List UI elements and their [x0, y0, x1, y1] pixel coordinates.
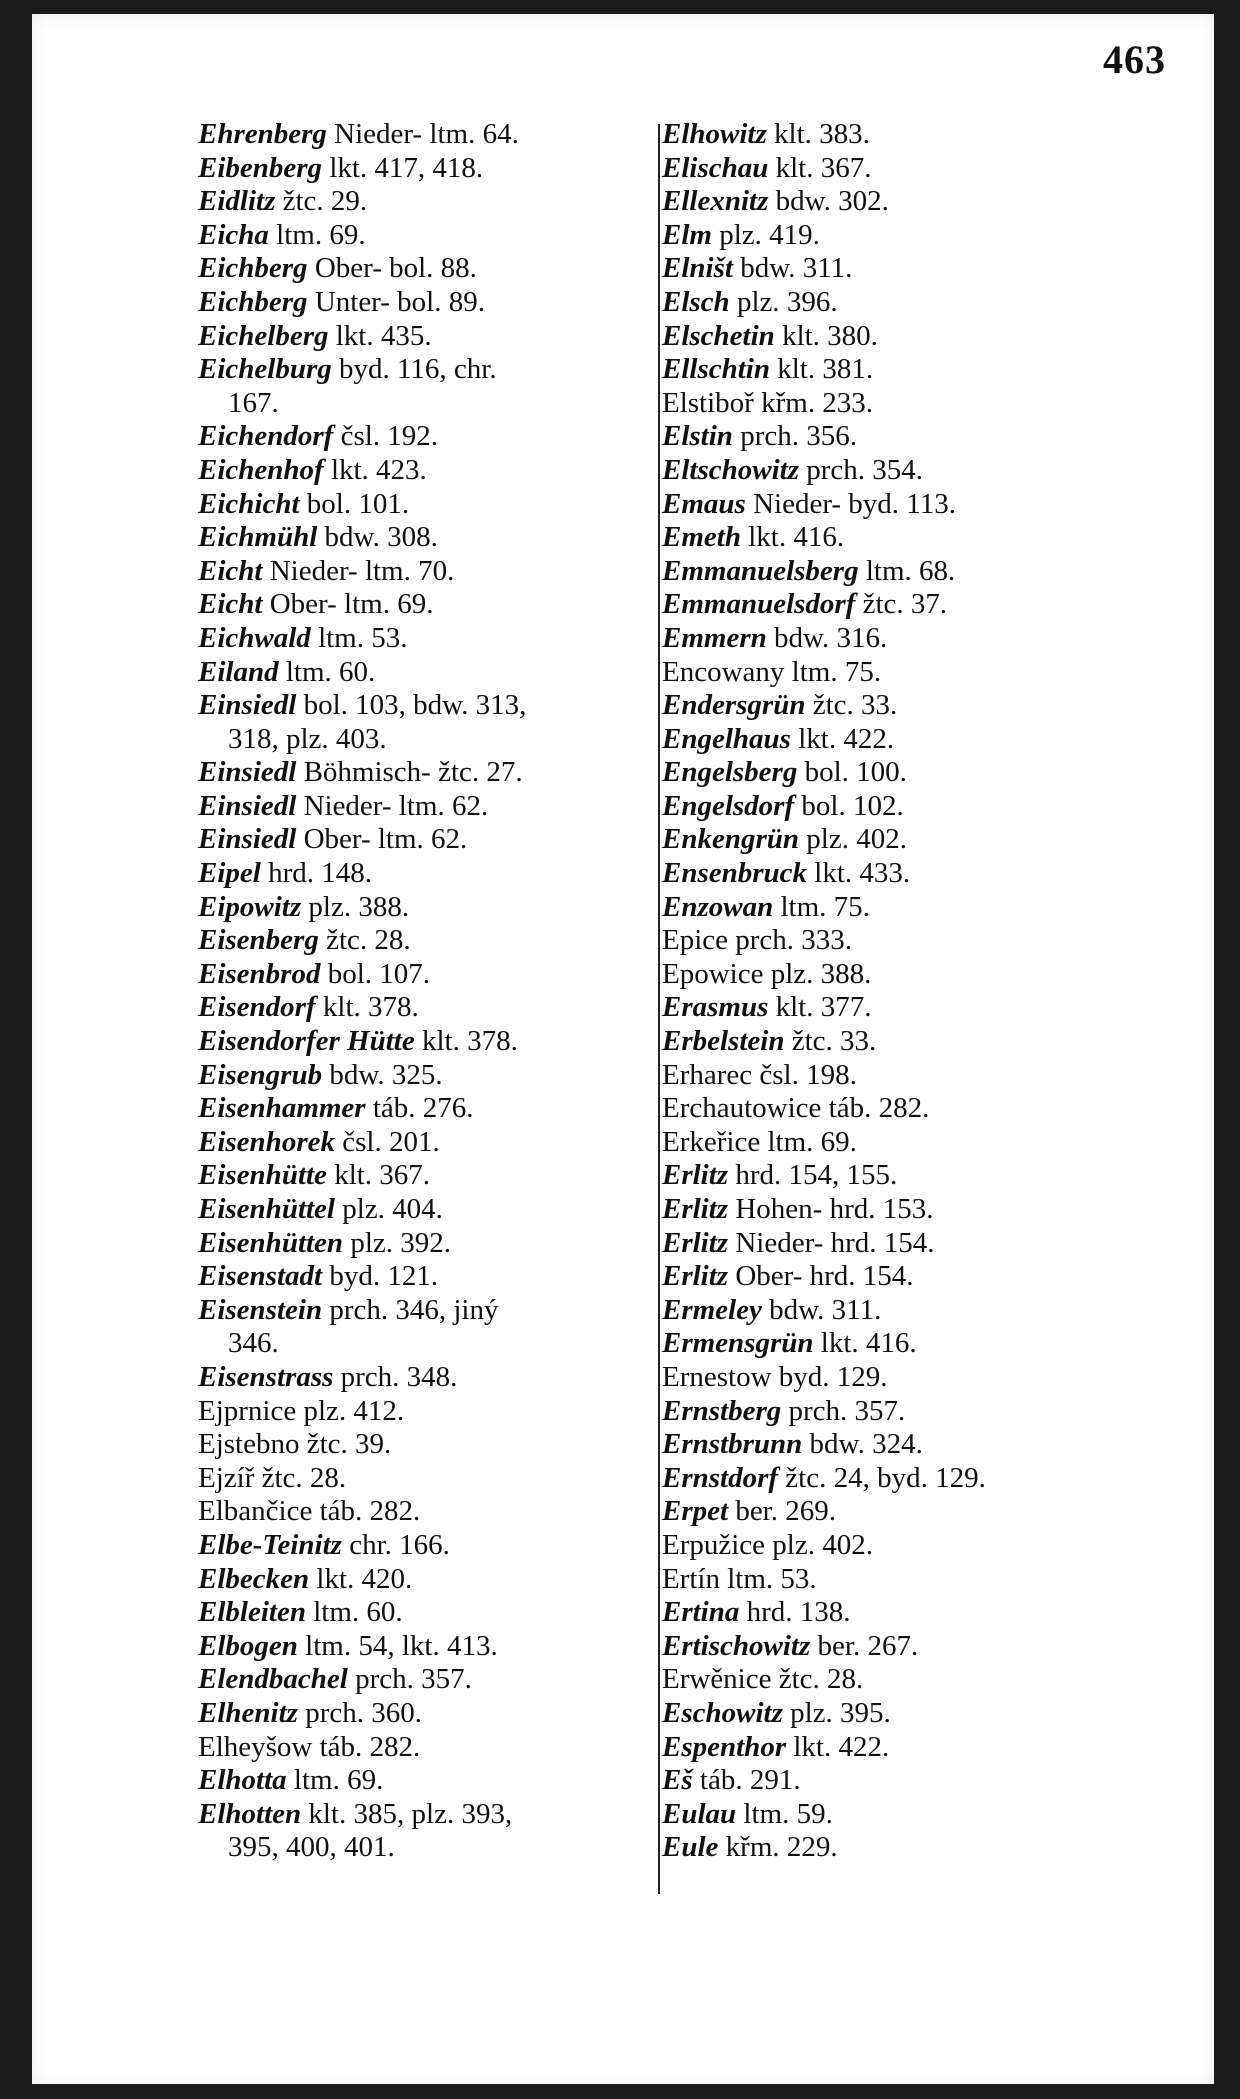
entry-reference: lkt. 422.: [790, 722, 895, 755]
entry-reference: táb. 291.: [692, 1764, 801, 1797]
place-name: Erlitz: [662, 1193, 729, 1225]
entry-reference: 395, 400, 401.: [228, 1831, 395, 1864]
entry-reference: byd. 116, chr.: [331, 353, 497, 386]
place-name: Ellexnitz: [662, 185, 769, 218]
index-entry: [198, 1159, 658, 1193]
index-entry: [662, 723, 1182, 757]
entry-reference: byd. 121.: [322, 1260, 439, 1293]
entry-reference: Hohen- hrd. 153.: [728, 1193, 934, 1225]
index-entry: [198, 521, 658, 555]
entry-reference: čsl. 192.: [333, 420, 439, 453]
index-entry: [198, 1260, 658, 1294]
index-entry: [198, 252, 658, 286]
entry-reference: Epowice plz. 388.: [662, 957, 872, 990]
index-entry: [198, 1731, 658, 1765]
index-entry: [198, 1663, 658, 1697]
place-name: Emaus: [662, 487, 746, 520]
index-entry: [198, 454, 658, 488]
index-entry: [198, 1495, 658, 1529]
index-entry: [662, 454, 1182, 488]
index-entry: [198, 488, 658, 522]
entry-reference: plz. 392.: [343, 1226, 451, 1259]
index-entry: [662, 756, 1182, 790]
entry-reference: bdw. 316.: [766, 621, 888, 654]
index-entry: [662, 1092, 1182, 1126]
index-entry: [662, 320, 1182, 354]
index-entry: [198, 891, 658, 925]
place-name: Eule: [662, 1831, 719, 1864]
entry-reference: Erchautowice táb. 282.: [662, 1092, 930, 1125]
place-name: Elhotta: [198, 1764, 287, 1797]
index-entry: [198, 387, 658, 421]
entry-reference: táb. 276.: [365, 1092, 474, 1125]
place-name: Elhotten: [198, 1797, 302, 1830]
entry-reference: ltm. 53.: [310, 621, 408, 654]
entry-reference: klt. 378.: [315, 991, 419, 1024]
entry-reference: chr. 166.: [341, 1528, 450, 1561]
place-name: Eisendorfer Hütte: [198, 1025, 415, 1058]
index-entry: [198, 219, 658, 253]
index-entry: [662, 1731, 1182, 1765]
entry-reference: lkt. 420.: [309, 1562, 413, 1595]
place-name: Eisenhütte: [198, 1159, 327, 1192]
place-name: Eichendorf: [198, 420, 334, 453]
entry-reference: bdw. 324.: [802, 1428, 923, 1461]
entry-reference: Ober- bol. 88.: [307, 252, 477, 285]
place-name: Ehrenberg: [198, 118, 327, 150]
place-name: Elbecken: [198, 1562, 310, 1595]
place-name: Elischau: [662, 151, 769, 184]
index-entry: [662, 1462, 1182, 1496]
place-name: Eipel: [198, 857, 261, 890]
index-entry: [662, 1697, 1182, 1731]
place-name: Eichenhof: [198, 453, 324, 486]
place-name: Eicht: [198, 554, 263, 587]
entry-reference: žtc. 33.: [784, 1025, 877, 1058]
index-entry: [662, 387, 1182, 421]
place-name: Engelsdorf: [662, 789, 795, 822]
entry-reference: Nieder- ltm. 64.: [326, 118, 519, 150]
index-entry: [198, 1126, 658, 1160]
place-name: Elschetin: [662, 319, 775, 352]
place-name: Ernstberg: [662, 1394, 782, 1427]
index-entry: [662, 118, 1182, 152]
entry-reference: hrd. 154, 155.: [728, 1159, 898, 1192]
index-entry: [198, 1395, 658, 1429]
index-entry: [662, 790, 1182, 824]
index-entry: [662, 622, 1182, 656]
place-name: Elništ: [662, 252, 733, 285]
index-entry: [198, 723, 658, 757]
index-entry: [662, 1831, 1182, 1865]
entry-reference: klt. 380.: [774, 319, 878, 352]
index-entry: [662, 656, 1182, 690]
place-name: Eichwald: [198, 621, 311, 654]
index-entry: [198, 1697, 658, 1731]
index-entry: [662, 1159, 1182, 1193]
place-name: Eisenbrod: [198, 957, 321, 990]
index-entry: [662, 219, 1182, 253]
place-name: Endersgrün: [662, 689, 806, 722]
index-entry: [198, 1596, 658, 1630]
place-name: Ertischowitz: [662, 1629, 811, 1662]
entry-reference: klt. 377.: [768, 991, 872, 1024]
index-entry: [662, 1596, 1182, 1630]
place-name: Elhenitz: [198, 1696, 298, 1729]
entry-reference: bol. 101.: [299, 487, 410, 520]
left-column: [198, 118, 658, 1865]
entry-reference: Nieder- ltm. 62.: [296, 789, 489, 822]
index-entry: [198, 555, 658, 589]
entry-reference: prch. 357.: [781, 1394, 906, 1427]
entry-reference: plz. 395.: [782, 1696, 891, 1729]
place-name: Eisenhütten: [198, 1226, 344, 1259]
index-entry: [662, 1764, 1182, 1798]
place-name: Elbogen: [198, 1629, 298, 1662]
entry-reference: prch. 354.: [799, 453, 924, 486]
entry-reference: lkt. 423.: [323, 453, 427, 486]
entry-reference: Epice prch. 333.: [662, 924, 853, 957]
entry-reference: ber. 267.: [810, 1629, 919, 1662]
entry-reference: lkt. 417, 418.: [322, 151, 484, 184]
index-entry: [198, 1227, 658, 1261]
index-entry: [198, 622, 658, 656]
entry-reference: ltm. 59.: [736, 1797, 833, 1830]
entry-reference: lkt. 422.: [786, 1730, 890, 1763]
place-name: Elbleiten: [198, 1596, 306, 1629]
index-entry: [198, 756, 658, 790]
entry-reference: ltm. 69.: [268, 218, 366, 251]
place-name: Eisenhammer: [198, 1092, 366, 1125]
place-name: Eichicht: [198, 487, 300, 520]
entry-reference: hrd. 148.: [260, 857, 373, 890]
place-name: Elbe-Teinitz: [198, 1528, 342, 1561]
index-entry: [662, 555, 1182, 589]
entry-reference: klt. 381.: [770, 353, 874, 386]
entry-reference: žtc. 28.: [318, 924, 411, 957]
entry-reference: Unter- bol. 89.: [307, 285, 485, 318]
place-name: Eisendorf: [198, 991, 316, 1024]
entry-reference: Erpužice plz. 402.: [662, 1528, 873, 1561]
index-entry: [662, 1495, 1182, 1529]
entry-reference: 167.: [228, 386, 279, 419]
entry-reference: Nieder- hrd. 154.: [728, 1226, 935, 1259]
index-entry: [662, 1227, 1182, 1261]
entry-reference: bol. 103, bdw. 313,: [296, 689, 527, 722]
entry-reference: klt. 367.: [326, 1159, 431, 1192]
entry-reference: bol. 107.: [320, 957, 431, 990]
column-divider: [658, 124, 660, 1894]
index-entry: [198, 689, 658, 723]
place-name: Einsiedl: [198, 789, 297, 822]
entry-reference: bdw. 325.: [322, 1058, 443, 1091]
entry-reference: prch. 357.: [347, 1663, 472, 1696]
index-entry: [198, 1563, 658, 1597]
index-entry: [198, 588, 658, 622]
place-name: Ernstbrunn: [662, 1428, 803, 1461]
entry-reference: Elstiboř křm. 233.: [662, 386, 874, 419]
index-entry: [662, 1798, 1182, 1832]
entry-reference: žtc. 24, byd. 129.: [778, 1461, 986, 1494]
index-entry: [662, 185, 1182, 219]
index-entry: [662, 286, 1182, 320]
index-entry: [198, 1831, 658, 1865]
index-entry: [662, 1428, 1182, 1462]
entry-reference: plz. 396.: [729, 285, 838, 318]
index-entry: [662, 152, 1182, 186]
index-entry: [198, 1428, 658, 1462]
entry-reference: prch. 356.: [732, 420, 857, 453]
place-name: Elstin: [662, 420, 733, 453]
entry-reference: ltm. 69.: [286, 1764, 384, 1797]
entry-reference: plz. 419.: [711, 218, 820, 251]
index-entry: [662, 1059, 1182, 1093]
entry-reference: prch. 360.: [297, 1696, 422, 1729]
place-name: Ermensgrün: [662, 1327, 814, 1360]
index-entry: [662, 1529, 1182, 1563]
entry-reference: čsl. 201.: [334, 1125, 440, 1158]
index-entry: [198, 1529, 658, 1563]
entry-reference: ltm. 54, lkt. 413.: [297, 1629, 498, 1662]
index-entry: [198, 1092, 658, 1126]
entry-reference: bol. 100.: [797, 756, 907, 789]
entry-reference: Elbančice táb. 282.: [198, 1495, 421, 1528]
index-entry: [198, 823, 658, 857]
place-name: Eiland: [198, 655, 279, 688]
place-name: Eicht: [198, 588, 263, 621]
entry-reference: Ertín ltm. 53.: [662, 1562, 817, 1595]
place-name: Eipowitz: [198, 890, 302, 923]
entry-reference: bdw. 311.: [732, 252, 853, 285]
index-entry: [662, 1025, 1182, 1059]
index-entry: [662, 689, 1182, 723]
entry-reference: Nieder- byd. 113.: [745, 487, 956, 520]
place-name: Eltschowitz: [662, 453, 799, 486]
entry-reference: ltm. 68.: [858, 554, 956, 587]
index-entry: [198, 1361, 658, 1395]
page-number: 463: [1103, 37, 1166, 82]
place-name: Eisenstein: [198, 1293, 323, 1326]
index-entry: [662, 823, 1182, 857]
entry-reference: Ober- ltm. 62.: [296, 823, 468, 856]
place-name: Ellschtin: [662, 353, 770, 386]
index-entry: [662, 1193, 1182, 1227]
place-name: Einsiedl: [198, 823, 297, 856]
place-name: Erlitz: [662, 1159, 729, 1192]
entry-reference: Nieder- ltm. 70.: [262, 554, 455, 587]
index-entry: [198, 1630, 658, 1664]
place-name: Eichberg: [198, 252, 308, 285]
index-entry: [662, 1361, 1182, 1395]
index-entry: [198, 185, 658, 219]
place-name: Ernstdorf: [662, 1461, 779, 1494]
entry-reference: prch. 346, jiný: [322, 1293, 499, 1326]
entry-reference: Erharec čsl. 198.: [662, 1058, 857, 1091]
entry-reference: Ejstebno žtc. 39.: [198, 1428, 392, 1461]
place-name: Erlitz: [662, 1260, 729, 1293]
place-name: Ensenbruck: [662, 857, 808, 890]
index-entry: [198, 353, 658, 387]
place-name: Eichmühl: [198, 521, 318, 554]
entry-reference: plz. 402.: [799, 823, 907, 856]
entry-reference: bdw. 302.: [768, 185, 889, 218]
entry-reference: ltm. 60.: [305, 1596, 403, 1629]
index-entry: [662, 1126, 1182, 1160]
place-name: Eisenhüttel: [198, 1193, 335, 1225]
index-entry: [198, 1059, 658, 1093]
entry-reference: bol. 102.: [794, 789, 904, 822]
place-name: Eichelburg: [198, 353, 332, 386]
place-name: Engelhaus: [662, 722, 791, 755]
right-column: [662, 118, 1182, 1865]
index-entry: [198, 118, 658, 152]
place-name: Enkengrün: [662, 823, 800, 856]
index-entry: [198, 958, 658, 992]
place-name: Eicha: [198, 218, 269, 251]
index-entry: [198, 924, 658, 958]
entry-reference: Elheyšow táb. 282.: [198, 1730, 421, 1763]
entry-reference: bdw. 311.: [761, 1293, 882, 1326]
entry-reference: Encowany ltm. 75.: [662, 655, 882, 688]
place-name: Eidlitz: [198, 185, 276, 218]
place-name: Elendbachel: [198, 1663, 348, 1696]
book-page: [32, 14, 1214, 2084]
entry-reference: klt. 383.: [766, 118, 870, 150]
index-entry: [662, 991, 1182, 1025]
entry-reference: Ejzíř žtc. 28.: [198, 1461, 347, 1494]
index-entry: [662, 488, 1182, 522]
place-name: Engelsberg: [662, 756, 798, 789]
index-entry: [662, 1294, 1182, 1328]
place-name: Eisenstadt: [198, 1260, 323, 1293]
index-entry: [198, 656, 658, 690]
index-entry: [198, 1025, 658, 1059]
index-entry: [198, 1764, 658, 1798]
place-name: Eš: [662, 1764, 693, 1797]
place-name: Elhowitz: [662, 118, 767, 150]
entry-reference: prch. 348.: [333, 1360, 458, 1393]
place-name: Eisenberg: [198, 924, 319, 957]
place-name: Eichberg: [198, 285, 308, 318]
index-entry: [198, 1193, 658, 1227]
index-entry: [662, 420, 1182, 454]
index-entry: [662, 1260, 1182, 1294]
place-name: Eichelberg: [198, 319, 329, 352]
index-entry: [198, 857, 658, 891]
entry-reference: lkt. 433.: [807, 857, 911, 890]
entry-reference: Ejprnice plz. 412.: [198, 1394, 405, 1427]
place-name: Eisengrub: [198, 1058, 323, 1091]
entry-reference: Ober- hrd. 154.: [728, 1260, 914, 1293]
index-entry: [662, 1630, 1182, 1664]
entry-reference: klt. 367.: [768, 151, 872, 184]
entry-reference: žtc. 33.: [805, 689, 898, 722]
entry-reference: plz. 388.: [301, 890, 410, 923]
index-entry: [198, 1327, 658, 1361]
index-entry: [662, 1327, 1182, 1361]
entry-reference: lkt. 416.: [813, 1327, 917, 1360]
place-name: Eschowitz: [662, 1696, 783, 1729]
place-name: Einsiedl: [198, 756, 297, 789]
entry-reference: žtc. 37.: [855, 588, 948, 621]
entry-reference: ltm. 75.: [773, 890, 870, 923]
place-name: Ermeley: [662, 1293, 762, 1326]
index-entry: [662, 1663, 1182, 1697]
index-entry: [198, 1462, 658, 1496]
entry-reference: Ober- ltm. 69.: [262, 588, 434, 621]
place-name: Ertina: [662, 1596, 740, 1629]
entry-reference: Erwěnice žtc. 28.: [662, 1663, 864, 1696]
index-entry: [662, 857, 1182, 891]
entry-reference: hrd. 138.: [739, 1596, 851, 1629]
entry-reference: 346.: [228, 1327, 279, 1360]
entry-reference: klt. 385, plz. 393,: [301, 1797, 513, 1830]
place-name: Eibenberg: [198, 151, 323, 184]
index-entry: [198, 1294, 658, 1328]
place-name: Elm: [662, 218, 712, 251]
index-entry: [662, 891, 1182, 925]
index-entry: [198, 152, 658, 186]
place-name: Einsiedl: [198, 689, 297, 722]
index-entry: [198, 286, 658, 320]
index-entry: [198, 790, 658, 824]
index-entry: [198, 420, 658, 454]
place-name: Emmanuelsberg: [662, 554, 859, 587]
index-entry: [662, 353, 1182, 387]
place-name: Elsch: [662, 285, 730, 318]
entry-reference: Erkeřice ltm. 69.: [662, 1125, 857, 1158]
entry-reference: lkt. 435.: [328, 319, 432, 352]
entry-reference: křm. 229.: [718, 1831, 838, 1864]
index-entry: [198, 991, 658, 1025]
index-entry: [662, 1395, 1182, 1429]
place-name: Enzowan: [662, 890, 774, 923]
entry-reference: žtc. 29.: [275, 185, 368, 218]
entry-reference: ltm. 60.: [278, 655, 376, 688]
entry-reference: Ernestow byd. 129.: [662, 1360, 888, 1393]
place-name: Eulau: [662, 1797, 737, 1830]
index-entry: [662, 1563, 1182, 1597]
index-entry: [662, 252, 1182, 286]
place-name: Emeth: [662, 521, 741, 554]
place-name: Erpet: [662, 1495, 729, 1528]
place-name: Erbelstein: [662, 1025, 785, 1058]
entry-reference: 318, plz. 403.: [228, 722, 387, 755]
entry-reference: klt. 378.: [414, 1025, 518, 1058]
index-entry: [662, 521, 1182, 555]
index-entry: [198, 320, 658, 354]
index-entry: [198, 1798, 658, 1832]
entry-reference: Böhmisch- žtc. 27.: [296, 756, 523, 789]
index-entry: [662, 588, 1182, 622]
entry-reference: bdw. 308.: [317, 521, 438, 554]
entry-reference: ber. 269.: [728, 1495, 836, 1528]
index-entry: [662, 958, 1182, 992]
entry-reference: plz. 404.: [335, 1193, 443, 1225]
place-name: Emmern: [662, 621, 767, 654]
place-name: Emmanuelsdorf: [662, 588, 856, 621]
place-name: Eisenhorek: [198, 1125, 335, 1158]
place-name: Eisenstrass: [198, 1360, 334, 1393]
place-name: Erasmus: [662, 991, 769, 1024]
place-name: Erlitz: [662, 1226, 729, 1259]
index-entry: [662, 924, 1182, 958]
place-name: Espenthor: [662, 1730, 787, 1763]
entry-reference: lkt. 416.: [740, 521, 845, 554]
